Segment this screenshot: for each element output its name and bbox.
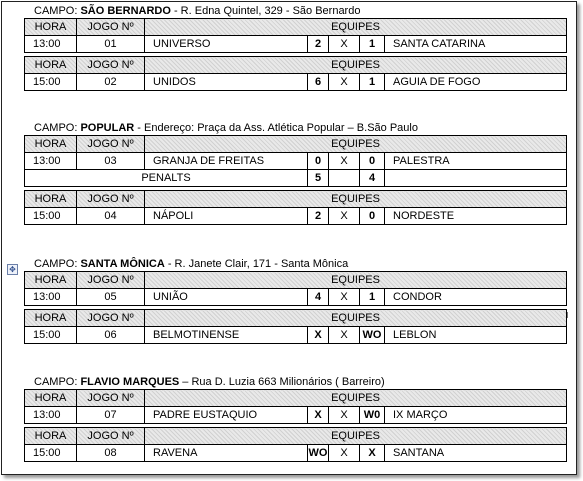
penalties-row [25,170,567,187]
equipes-header: EQUIPES [145,272,567,289]
venue-flavio-marques [24,375,564,465]
away-score: X [360,445,385,462]
header-row [25,191,567,208]
game-row [25,36,567,53]
jogo-header: JOGO Nº [77,191,145,208]
game-row [25,407,567,424]
home-score: X [308,407,329,424]
venue-prefix: CAMPO: [34,5,81,17]
game-number: 04 [77,208,145,225]
game-time: 13:00 [25,36,77,53]
home-team: GRANJA DE FREITAS [145,153,308,170]
jogo-header: JOGO Nº [77,390,145,407]
away-team: SANTA CATARINA [385,36,567,53]
games-table [24,190,567,225]
away-team: LEBLON [385,327,567,344]
hora-header: HORA [25,57,77,74]
venue-name: POPULAR [80,122,135,134]
venue-address: - Endereço: Praça da Ass. Atlética Popular – B.São Paulo [134,122,418,134]
versus-mark: X [329,153,360,170]
hora-header: HORA [25,390,77,407]
game-time: 15:00 [25,74,77,91]
venue-address: – Rua D. Luzia 663 Milionários ( Barreiro) [179,376,385,388]
home-score: 4 [308,289,329,306]
game-time: 15:00 [25,327,77,344]
versus-mark: X [329,407,360,424]
game-number: 01 [77,36,145,53]
hora-header: HORA [25,310,77,327]
header-row [25,272,567,289]
game-row [25,289,567,306]
equipes-header: EQUIPES [145,310,567,327]
away-score: 0 [360,208,385,225]
games-table [24,427,567,462]
versus-mark: X [329,445,360,462]
away-team: CONDOR [385,289,567,306]
hora-header: HORA [25,272,77,289]
games-table [24,56,567,91]
jogo-header: JOGO Nº [77,19,145,36]
equipes-header: EQUIPES [145,191,567,208]
game-row [25,74,567,91]
games-table [24,309,567,344]
venue-prefix: CAMPO: [34,376,81,388]
venue-title [24,121,564,135]
jogo-header: JOGO Nº [77,310,145,327]
header-row [25,57,567,74]
venue-title [24,4,564,18]
penalties-home: 5 [308,170,329,187]
venue-title [24,257,564,271]
penalties-blank [329,170,360,187]
equipes-header: EQUIPES [145,57,567,74]
game-time: 13:00 [25,289,77,306]
home-team: RAVENA [145,445,308,462]
game-time: 13:00 [25,407,77,424]
game-number: 06 [77,327,145,344]
away-team: IX MARÇO [385,407,567,424]
table-move-handle-icon[interactable]: ✥ [7,264,18,275]
game-row [25,153,567,170]
game-row [25,445,567,462]
hora-header: HORA [25,136,77,153]
versus-mark: X [329,208,360,225]
away-score: W0 [360,407,385,424]
home-score: 2 [308,36,329,53]
games-table [24,18,567,53]
game-time: 13:00 [25,153,77,170]
away-score: 1 [360,289,385,306]
penalties-label: PENALTS [25,170,308,187]
jogo-header: JOGO Nº [77,136,145,153]
venue-title [24,375,564,389]
versus-mark: X [329,327,360,344]
away-score: 1 [360,36,385,53]
venue-santa-monica [24,257,564,347]
home-team: UNIÃO [145,289,308,306]
game-number: 05 [77,289,145,306]
home-team: UNIVERSO [145,36,308,53]
venue-prefix: CAMPO: [34,122,81,134]
hora-header: HORA [25,428,77,445]
header-row [25,428,567,445]
versus-mark: X [329,74,360,91]
versus-mark: X [329,36,360,53]
game-row [25,327,567,344]
game-number: 08 [77,445,145,462]
game-number: 07 [77,407,145,424]
away-team: PALESTRA [385,153,567,170]
header-row [25,390,567,407]
venue-popular [24,121,564,228]
away-score: 1 [360,74,385,91]
equipes-header: EQUIPES [145,390,567,407]
venue-name: SANTA MÔNICA [80,258,165,270]
jogo-header: JOGO Nº [77,428,145,445]
penalties-away: 4 [360,170,385,187]
home-team: UNIDOS [145,74,308,91]
hora-header: HORA [25,191,77,208]
home-score: 0 [308,153,329,170]
versus-mark: X [329,289,360,306]
away-score: 0 [360,153,385,170]
away-team: NORDESTE [385,208,567,225]
jogo-header: JOGO Nº [77,57,145,74]
home-score: 2 [308,208,329,225]
games-table [24,271,567,306]
equipes-header: EQUIPES [145,428,567,445]
home-score: 6 [308,74,329,91]
jogo-header: JOGO Nº [77,272,145,289]
venue-name: FLAVIO MARQUES [80,376,180,388]
venue-name: SÃO BERNARDO [80,5,171,17]
games-table [24,135,567,187]
venue-sao-bernardo [24,4,564,94]
header-row [25,136,567,153]
venue-prefix: CAMPO: [34,258,81,270]
away-score: WO [360,327,385,344]
game-number: 02 [77,74,145,91]
away-team: AGUIA DE FOGO [385,74,567,91]
header-row [25,19,567,36]
equipes-header: EQUIPES [145,19,567,36]
game-time: 15:00 [25,445,77,462]
home-team: BELMOTINENSE [145,327,308,344]
home-team: NÁPOLI [145,208,308,225]
header-row [25,310,567,327]
home-score: X [308,327,329,344]
venue-address: - R. Janete Clair, 171 - Santa Mônica [164,258,349,270]
hora-header: HORA [25,19,77,36]
away-team: SANTANA [385,445,567,462]
equipes-header: EQUIPES [145,136,567,153]
venue-address: - R. Edna Quintel, 329 - São Bernardo [170,5,361,17]
home-team: PADRE EUSTAQUIO [145,407,308,424]
penalties-blank [385,170,567,187]
games-table [24,389,567,424]
home-score: WO [308,445,329,462]
game-number: 03 [77,153,145,170]
game-row [25,208,567,225]
game-time: 15:00 [25,208,77,225]
